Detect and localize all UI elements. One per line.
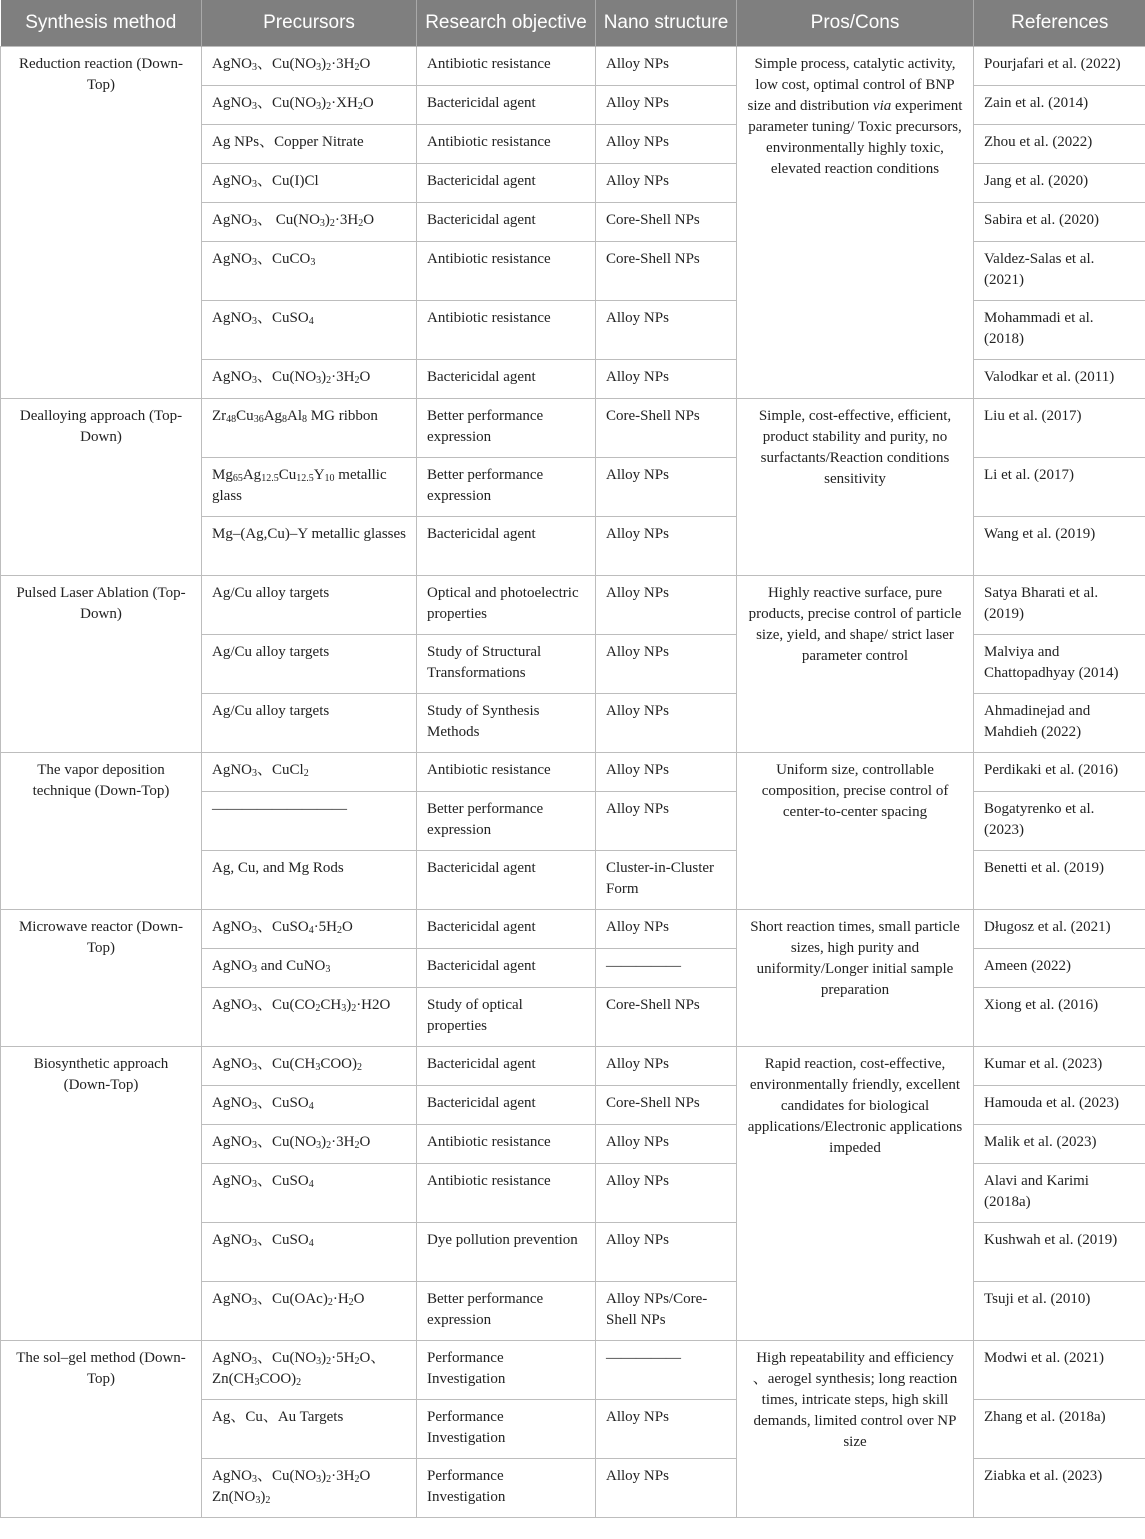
reference-cell: Ziabka et al. (2023)	[974, 1459, 1145, 1518]
reference-cell: Liu et al. (2017)	[974, 399, 1145, 458]
synthesis-method-cell: Reduction reaction (Down-Top)	[1, 47, 202, 399]
nano-structure-cell: Alloy NPs	[596, 1125, 737, 1164]
research-objective-cell: Bactericidal agent	[417, 86, 596, 125]
table-row	[1, 1341, 1145, 1400]
nano-structure-cell: Alloy NPs	[596, 301, 737, 360]
table-header	[1, 0, 1145, 47]
pros-cons-cell: Simple process, catalytic activity, low cost, optimal control of BNP size and distribution via experiment parameter tuning/ Toxic precursors, environmentally highly toxic, elevated reaction conditions	[737, 47, 974, 399]
research-objective-cell: Optical and photoelectric properties	[417, 576, 596, 635]
precursors-cell: AgNO$_3$ and CuNO$_3$	[202, 949, 417, 988]
precursors-cell: AgNO$_3$、CuCl$_2$	[202, 753, 417, 792]
reference-cell: Xiong et al. (2016)	[974, 988, 1145, 1047]
nano-structure-cell: Alloy NPs	[596, 86, 737, 125]
precursors-cell: AgNO$_3$、CuSO$_4$	[202, 301, 417, 360]
nano-structure-cell: Core-Shell NPs	[596, 399, 737, 458]
nano-structure-cell: Alloy NPs	[596, 792, 737, 851]
nano-structure-cell: Alloy NPs	[596, 753, 737, 792]
research-objective-cell: Bactericidal agent	[417, 1047, 596, 1086]
nano-structure-cell: Cluster-in-Cluster Form	[596, 851, 737, 910]
reference-cell: Bogatyrenko et al. (2023)	[974, 792, 1145, 851]
reference-cell: Tsuji et al. (2010)	[974, 1282, 1145, 1341]
pros-cons-cell: Simple, cost-effective, efficient, product stability and purity, no surfactants/Reaction conditions sensitivity	[737, 399, 974, 576]
synthesis-method-cell: The vapor deposition technique (Down-Top)	[1, 753, 202, 910]
table-body	[1, 47, 1145, 1518]
reference-cell: Zhang et al. (2018a)	[974, 1400, 1145, 1459]
research-objective-cell: Better performance expression	[417, 458, 596, 517]
nano-structure-cell: —————	[596, 949, 737, 988]
reference-cell: Kumar et al. (2023)	[974, 1047, 1145, 1086]
research-objective-cell: Bactericidal agent	[417, 360, 596, 399]
nano-structure-cell: Alloy NPs	[596, 517, 737, 576]
precursors-cell: AgNO$_3$、CuSO$_4$	[202, 1164, 417, 1223]
reference-cell: Modwi et al. (2021)	[974, 1341, 1145, 1400]
synthesis-method-cell: Biosynthetic approach (Down-Top)	[1, 1047, 202, 1341]
research-objective-cell: Bactericidal agent	[417, 910, 596, 949]
research-objective-cell: Performance Investigation	[417, 1459, 596, 1518]
reference-cell: Wang et al. (2019)	[974, 517, 1145, 576]
reference-cell: Malik et al. (2023)	[974, 1125, 1145, 1164]
research-objective-cell: Antibiotic resistance	[417, 125, 596, 164]
precursors-cell: AgNO$_3$、CuSO$_4$	[202, 1086, 417, 1125]
reference-cell: Valdez-Salas et al. (2021)	[974, 242, 1145, 301]
reference-cell: Mohammadi et al. (2018)	[974, 301, 1145, 360]
synthesis-method-cell: Pulsed Laser Ablation (Top-Down)	[1, 576, 202, 753]
research-objective-cell: Bactericidal agent	[417, 1086, 596, 1125]
reference-cell: Długosz et al. (2021)	[974, 910, 1145, 949]
table-row	[1, 576, 1145, 635]
reference-cell: Kushwah et al. (2019)	[974, 1223, 1145, 1282]
header-research-objective: Research objective	[417, 0, 596, 47]
nano-structure-cell: Alloy NPs	[596, 458, 737, 517]
research-objective-cell: Antibiotic resistance	[417, 47, 596, 86]
research-objective-cell: Antibiotic resistance	[417, 1125, 596, 1164]
reference-cell: Malviya and Chattopadhyay (2014)	[974, 635, 1145, 694]
nano-structure-cell: Core-Shell NPs	[596, 242, 737, 301]
precursors-cell: Ag, Cu, and Mg Rods	[202, 851, 417, 910]
header-pros-cons: Pros/Cons	[737, 0, 974, 47]
nano-structure-cell: Alloy NPs	[596, 164, 737, 203]
pros-cons-cell: Highly reactive surface, pure products, precise control of particle size, yield, and shape/ strict laser parameter control	[737, 576, 974, 753]
precursors-cell: AgNO$_3$、$Cu(NO_3)_2\cdot XH_2O$	[202, 86, 417, 125]
precursors-cell: —————————	[202, 792, 417, 851]
table-row	[1, 399, 1145, 458]
nano-structure-cell: —————	[596, 1341, 737, 1400]
precursors-cell: AgNO$_3$、$Cu(NO_3)_2\cdot 3H_2O$	[202, 47, 417, 86]
nano-structure-cell: Core-Shell NPs	[596, 1086, 737, 1125]
precursors-cell: AgNO$_3$、$Cu(CO_2CH_3)_2\cdot H2O$	[202, 988, 417, 1047]
precursors-cell: Ag/Cu alloy targets	[202, 576, 417, 635]
header-nano-structure: Nano structure	[596, 0, 737, 47]
research-objective-cell: Study of Synthesis Methods	[417, 694, 596, 753]
precursors-cell: AgNO$_3$、$Cu(NO_3)_2\cdot 3H_2O$ $Zn(NO_3)_2$	[202, 1459, 417, 1518]
research-objective-cell: Study of optical properties	[417, 988, 596, 1047]
nano-structure-cell: Alloy NPs	[596, 1164, 737, 1223]
nano-structure-cell: Alloy NPs	[596, 694, 737, 753]
nano-structure-cell: Alloy NPs	[596, 635, 737, 694]
research-objective-cell: Bactericidal agent	[417, 203, 596, 242]
precursors-cell: Ag/Cu alloy targets	[202, 635, 417, 694]
reference-cell: Li et al. (2017)	[974, 458, 1145, 517]
research-objective-cell: Better performance expression	[417, 399, 596, 458]
precursors-cell: Mg–(Ag,Cu)–Y metallic glasses	[202, 517, 417, 576]
header-precursors: Precursors	[202, 0, 417, 47]
synthesis-method-cell: Microwave reactor (Down-Top)	[1, 910, 202, 1047]
precursors-cell: AgNO$_3$、$Cu(CH_3COO)_2$	[202, 1047, 417, 1086]
nano-structure-cell: Alloy NPs	[596, 1459, 737, 1518]
precursors-cell: AgNO$_3$、$Cu(OAc)_2\cdot H_2O$	[202, 1282, 417, 1341]
nano-structure-cell: Alloy NPs	[596, 1400, 737, 1459]
research-objective-cell: Bactericidal agent	[417, 949, 596, 988]
precursors-cell: AgNO$_3$、 $Cu(NO_3)_2\cdot 3H_2O$	[202, 203, 417, 242]
research-objective-cell: Study of Structural Transformations	[417, 635, 596, 694]
nano-structure-cell: Alloy NPs	[596, 910, 737, 949]
table-row	[1, 1047, 1145, 1086]
research-objective-cell: Bactericidal agent	[417, 851, 596, 910]
precursors-cell: AgNO$_3$、Cu(I)Cl	[202, 164, 417, 203]
research-objective-cell: Better performance expression	[417, 792, 596, 851]
precursors-cell: $Mg_{65}Ag_{12.5}Cu_{12.5}Y_{10}$ metallic glass	[202, 458, 417, 517]
reference-cell: Valodkar et al. (2011)	[974, 360, 1145, 399]
header-row	[1, 0, 1145, 47]
research-objective-cell: Antibiotic resistance	[417, 301, 596, 360]
precursors-cell: AgNO$_3$、CuCO$_3$	[202, 242, 417, 301]
research-objective-cell: Bactericidal agent	[417, 164, 596, 203]
precursors-cell: Ag、Cu、Au Targets	[202, 1400, 417, 1459]
research-objective-cell: Bactericidal agent	[417, 517, 596, 576]
nano-structure-cell: Core-Shell NPs	[596, 203, 737, 242]
reference-cell: Perdikaki et al. (2016)	[974, 753, 1145, 792]
precursors-cell: AgNO$_3$、$Cu(NO_3)_2\cdot 3H_2O$	[202, 1125, 417, 1164]
pros-cons-cell: Rapid reaction, cost-effective, environmentally friendly, excellent candidates for biological applications/Electronic applications impeded	[737, 1047, 974, 1341]
nano-structure-cell: Alloy NPs	[596, 47, 737, 86]
nano-structure-cell: Core-Shell NPs	[596, 988, 737, 1047]
research-objective-cell: Performance Investigation	[417, 1341, 596, 1400]
synthesis-method-cell: The sol–gel method (Down-Top)	[1, 1341, 202, 1518]
reference-cell: Satya Bharati et al. (2019)	[974, 576, 1145, 635]
synthesis-method-cell: Dealloying approach (Top-Down)	[1, 399, 202, 576]
reference-cell: Sabira et al. (2020)	[974, 203, 1145, 242]
precursors-cell: $Zr_{48}Cu_{36}Ag_8Al_8$ MG ribbon	[202, 399, 417, 458]
precursors-cell: AgNO$_3$、$Cu(NO_3)_2\cdot 3H_2O$	[202, 360, 417, 399]
nano-structure-cell: Alloy NPs/Core-Shell NPs	[596, 1282, 737, 1341]
nano-structure-cell: Alloy NPs	[596, 576, 737, 635]
precursors-cell: AgNO$_3$、$CuSO_4\cdot 5H_2O$	[202, 910, 417, 949]
pros-cons-cell: Uniform size, controllable composition, precise control of center-to-center spacing	[737, 753, 974, 910]
header-references: References	[974, 0, 1145, 47]
reference-cell: Zain et al. (2014)	[974, 86, 1145, 125]
pros-cons-cell: High repeatability and efficiency 、aerogel synthesis; long reaction times, intricate steps, high skill demands, limited control over NP size	[737, 1341, 974, 1518]
research-objective-cell: Better performance expression	[417, 1282, 596, 1341]
research-objective-cell: Antibiotic resistance	[417, 242, 596, 301]
research-objective-cell: Antibiotic resistance	[417, 753, 596, 792]
reference-cell: Benetti et al. (2019)	[974, 851, 1145, 910]
research-objective-cell: Performance Investigation	[417, 1400, 596, 1459]
reference-cell: Ahmadinejad and Mahdieh (2022)	[974, 694, 1145, 753]
nano-structure-cell: Alloy NPs	[596, 1047, 737, 1086]
table-row	[1, 47, 1145, 86]
precursors-cell: Ag NPs、Copper Nitrate	[202, 125, 417, 164]
research-objective-cell: Antibiotic resistance	[417, 1164, 596, 1223]
table-row	[1, 753, 1145, 792]
pros-cons-cell: Short reaction times, small particle sizes, high purity and uniformity/Longer initial sample preparation	[737, 910, 974, 1047]
precursors-cell: AgNO$_3$、CuSO$_4$	[202, 1223, 417, 1282]
reference-cell: Alavi and Karimi (2018a)	[974, 1164, 1145, 1223]
reference-cell: Zhou et al. (2022)	[974, 125, 1145, 164]
research-objective-cell: Dye pollution prevention	[417, 1223, 596, 1282]
reference-cell: Ameen (2022)	[974, 949, 1145, 988]
header-synthesis-method: Synthesis method	[1, 0, 202, 47]
table-row	[1, 910, 1145, 949]
nano-structure-cell: Alloy NPs	[596, 125, 737, 164]
precursors-cell: AgNO$_3$、$Cu(NO_3)_2\cdot 5H_2O$、$Zn(CH_3COO)_2$	[202, 1341, 417, 1400]
precursors-cell: Ag/Cu alloy targets	[202, 694, 417, 753]
nano-structure-cell: Alloy NPs	[596, 1223, 737, 1282]
nano-structure-cell: Alloy NPs	[596, 360, 737, 399]
reference-cell: Pourjafari et al. (2022)	[974, 47, 1145, 86]
reference-cell: Jang et al. (2020)	[974, 164, 1145, 203]
reference-cell: Hamouda et al. (2023)	[974, 1086, 1145, 1125]
